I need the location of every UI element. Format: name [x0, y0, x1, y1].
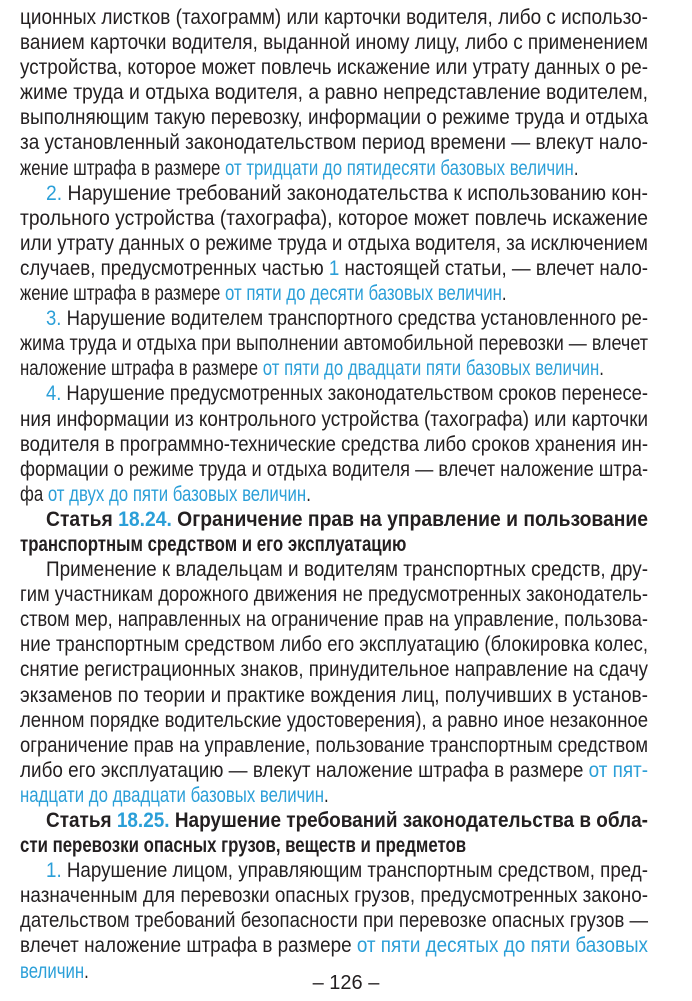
text-segment: .: [501, 282, 507, 306]
highlighted-text: 2.: [46, 181, 63, 205]
document-body: [20, 5, 648, 984]
text-segment: настоящей статьи, — влечет нало-: [339, 256, 648, 280]
text-segment: либо его эксплуатацию — влекут наложение штрафа в размере: [20, 758, 589, 782]
text-line: [20, 181, 648, 206]
text-line: [20, 281, 648, 306]
text-segment: гим участникам дорожного движения не предусмотренных законодатель-: [20, 583, 648, 607]
text-segment: ванием карточки водителя, выданной иному лицу, либо с применением: [20, 31, 648, 55]
text-line: [20, 733, 648, 758]
text-line: [20, 708, 648, 733]
text-segment: случаев, предусмотренных частью: [20, 256, 329, 280]
text-line: [20, 407, 648, 432]
text-line: [20, 683, 648, 708]
text-line: [20, 256, 648, 281]
paragraph: [20, 181, 648, 306]
highlighted-text: от тридцати до пятидесяти базовых величин: [225, 156, 574, 180]
text-line: [20, 5, 648, 30]
text-line: [20, 381, 648, 406]
text-line: [20, 231, 648, 256]
text-line: [20, 557, 648, 582]
text-line: [20, 130, 648, 155]
highlighted-text: от пят-: [588, 758, 648, 782]
text-line: [20, 457, 648, 482]
article-heading: [20, 808, 648, 858]
text-segment: жиме труда и отдыха водителя, а равно непредставление водителем,: [20, 81, 648, 105]
highlighted-text: 18.25.: [116, 809, 170, 832]
text-segment: формации о режиме труда и отдыха водителя — влечет наложение штра-: [20, 457, 648, 481]
text-segment: или утрату данных о режиме труда и отдыха водителя, за исключением: [20, 231, 648, 255]
text-line: [20, 582, 648, 607]
text-segment: жение штрафа в размере: [20, 156, 225, 180]
text-segment: ограничение прав на управление, пользование транспортным средством: [20, 733, 648, 757]
text-line: [20, 808, 648, 833]
highlighted-text: от двух до пяти базовых величин: [47, 482, 307, 506]
text-segment: .: [573, 156, 579, 180]
text-segment: ционных листков (тахограмм) или карточки водителя, либо с использо-: [20, 6, 648, 29]
text-segment: Статья: [46, 507, 119, 531]
text-segment: жение штрафа в размере: [20, 282, 225, 306]
text-segment: Ограничение прав на управление и пользование: [171, 507, 649, 531]
text-segment: снятие регистрационных знаков, принудительное направление на сдачу: [20, 658, 648, 682]
paragraph: [20, 381, 648, 506]
text-segment: фа: [20, 482, 48, 506]
text-line: [20, 30, 648, 55]
highlighted-text: от пяти десятых до пяти базовых: [356, 934, 648, 958]
text-segment: назначенным для перевозки опасных грузов, предусмотренных законо-: [20, 884, 648, 908]
text-line: [20, 206, 648, 231]
text-line: [20, 933, 648, 958]
text-segment: выполняющим такую перевозку, информации о режиме труда и отдыха: [20, 106, 648, 130]
text-line: [20, 657, 648, 682]
highlighted-text: 4.: [46, 382, 62, 406]
text-segment: водителя в программно-технические средства либо сроков хранения ин-: [20, 432, 648, 456]
text-segment: .: [324, 783, 329, 807]
text-line: [20, 632, 648, 657]
highlighted-text: 1: [328, 256, 340, 280]
text-segment: Нарушение лицом, управляющим транспортным средством, пред-: [61, 859, 649, 883]
text-segment: Статья: [46, 809, 117, 832]
text-line: [20, 331, 648, 356]
text-line: [20, 607, 648, 632]
text-segment: транспортным средством и его эксплуатацию: [20, 532, 407, 556]
page-number: – 126 –: [312, 972, 380, 994]
text-line: [20, 883, 648, 908]
text-segment: .: [306, 482, 311, 506]
text-segment: ством мер, направленных на ограничение прав на управление, пользова-: [20, 608, 648, 632]
text-segment: Применение к владельцам и водителям транспортных средств, дру-: [46, 558, 648, 582]
text-segment: за установленный законодательством период времени — влекут нало-: [20, 131, 648, 155]
text-segment: влечет наложение штрафа в размере: [20, 934, 357, 958]
text-line: [20, 80, 648, 105]
paragraph: [20, 5, 648, 181]
text-line: [20, 758, 648, 783]
text-line: [20, 858, 648, 883]
highlighted-text: от пяти до десяти базовых величин: [225, 282, 502, 306]
text-segment: трольного устройства (тахографа), которое может повлечь искажение: [20, 206, 648, 230]
text-line: [20, 532, 648, 557]
paragraph: [20, 306, 648, 381]
highlighted-text: величин: [20, 959, 85, 983]
text-segment: Нарушение требований законодательства в обла-: [169, 809, 648, 832]
text-line: [20, 156, 648, 181]
text-segment: устройства, которое может повлечь искажение или утрату данных о ре-: [20, 56, 648, 80]
text-segment: Нарушение требований законодательства к использованию кон-: [62, 181, 648, 205]
article-heading: [20, 507, 648, 557]
text-segment: ленном порядке водительские удостоверения), а равно иное незаконное: [20, 708, 648, 732]
highlighted-text: от пяти до двадцати пяти базовых величин: [262, 357, 600, 381]
text-line: [20, 55, 648, 80]
text-segment: наложение штрафа в размере: [20, 357, 263, 381]
text-line: [20, 507, 648, 532]
text-segment: .: [84, 959, 89, 983]
text-line: [20, 482, 648, 507]
text-segment: сти перевозки опасных грузов, веществ и предметов: [20, 834, 467, 858]
highlighted-text: надцати до двадцати базовых величин: [20, 783, 325, 807]
text-line: [20, 432, 648, 457]
text-segment: экзаменов по теории и практике вождения лиц, получивших в установ-: [20, 683, 648, 707]
text-line: [20, 105, 648, 130]
text-line: [20, 783, 648, 808]
text-segment: дательством требований безопасности при перевозке опасных грузов —: [20, 909, 648, 933]
highlighted-text: 3.: [46, 307, 62, 331]
text-line: [20, 908, 648, 933]
text-segment: Нарушение предусмотренных законодательством сроков перенесе-: [61, 382, 649, 406]
text-line: [20, 306, 648, 331]
text-line: [20, 833, 648, 858]
paragraph: [20, 557, 648, 808]
paragraph: [20, 858, 648, 983]
text-segment: ние транспортным средством либо его эксплуатацию (блокировка колес,: [20, 633, 648, 657]
text-segment: ния информации из контрольного устройства (тахографа) или карточки: [20, 407, 648, 431]
highlighted-text: 1.: [46, 859, 62, 883]
text-segment: жима труда и отдыха при выполнении автомобильной перевозки — влечет: [20, 332, 648, 356]
text-segment: Нарушение водителем транспортного средства установленного ре-: [61, 307, 649, 331]
text-segment: .: [599, 357, 604, 381]
highlighted-text: 18.24.: [118, 507, 172, 531]
text-line: [20, 356, 648, 381]
